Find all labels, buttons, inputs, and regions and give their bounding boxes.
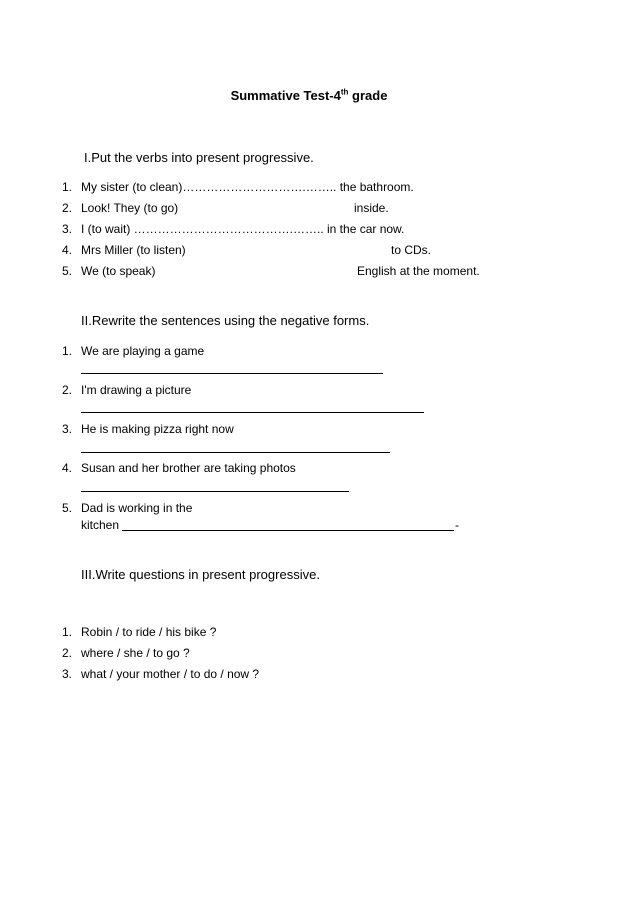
page-title — [0, 88, 618, 103]
s2-item5-text-continued: kitchen — [81, 518, 120, 532]
s3-item3-number: 3. — [62, 667, 73, 681]
title-sup: th — [340, 87, 349, 97]
s1-item2-ending: inside. — [354, 201, 389, 215]
title-tail: grade — [348, 88, 388, 103]
s2-item2-answer-line[interactable] — [81, 412, 424, 413]
s2-item4-answer-line[interactable] — [81, 491, 349, 492]
section2-heading: II.Rewrite the sentences using the negative forms. — [81, 313, 370, 328]
s2-item5-number: 5. — [62, 501, 73, 515]
title-main: Summative Test-4 — [230, 88, 341, 103]
s2-item1-text: We are playing a game — [81, 344, 205, 358]
s2-item5-text: Dad is working in the — [81, 501, 193, 515]
section3-heading: III.Write questions in present progressive. — [81, 567, 320, 582]
s2-item1-number: 1. — [62, 344, 73, 358]
s1-item2-text: Look! They (to go) — [81, 201, 179, 215]
s2-item4-text: Susan and her brother are taking photos — [81, 461, 296, 475]
s1-item1-number: 1. — [62, 180, 73, 194]
s1-item4-ending: to CDs. — [391, 243, 432, 257]
s2-item5-answer-line[interactable] — [122, 530, 454, 531]
s3-item1-text: Robin / to ride / his bike ? — [81, 625, 217, 639]
s1-item2-number: 2. — [62, 201, 73, 215]
s2-item3-answer-line[interactable] — [81, 452, 390, 453]
s2-item2-text: I'm drawing a picture — [81, 383, 192, 397]
s2-item3-number: 3. — [62, 422, 73, 436]
s2-item4-number: 4. — [62, 461, 73, 475]
s3-item2-number: 2. — [62, 646, 73, 660]
s1-item3-number: 3. — [62, 222, 73, 236]
s1-item3-text: I (to wait) ………………………………….…….. in the car now. — [81, 222, 405, 236]
s3-item3-text: what / your mother / to do / now ? — [81, 667, 260, 681]
s2-item3-text: He is making pizza right now — [81, 422, 234, 436]
s1-item4-text: Mrs Miller (to listen) — [81, 243, 186, 257]
s1-item4-number: 4. — [62, 243, 73, 257]
s1-item5-number: 5. — [62, 264, 73, 278]
section1-heading: I.Put the verbs into present progressive. — [84, 150, 314, 165]
s3-item2-text: where / she / to go ? — [81, 646, 190, 660]
s1-item5-text: We (to speak) — [81, 264, 156, 278]
s2-item2-number: 2. — [62, 383, 73, 397]
s2-item1-answer-line[interactable] — [81, 373, 383, 374]
s3-item1-number: 1. — [62, 625, 73, 639]
s2-item5-tail: - — [455, 518, 459, 532]
s1-item1-text: My sister (to clean)………………………….…….. the bathroom. — [81, 180, 414, 194]
s1-item5-ending: English at the moment. — [357, 264, 480, 278]
